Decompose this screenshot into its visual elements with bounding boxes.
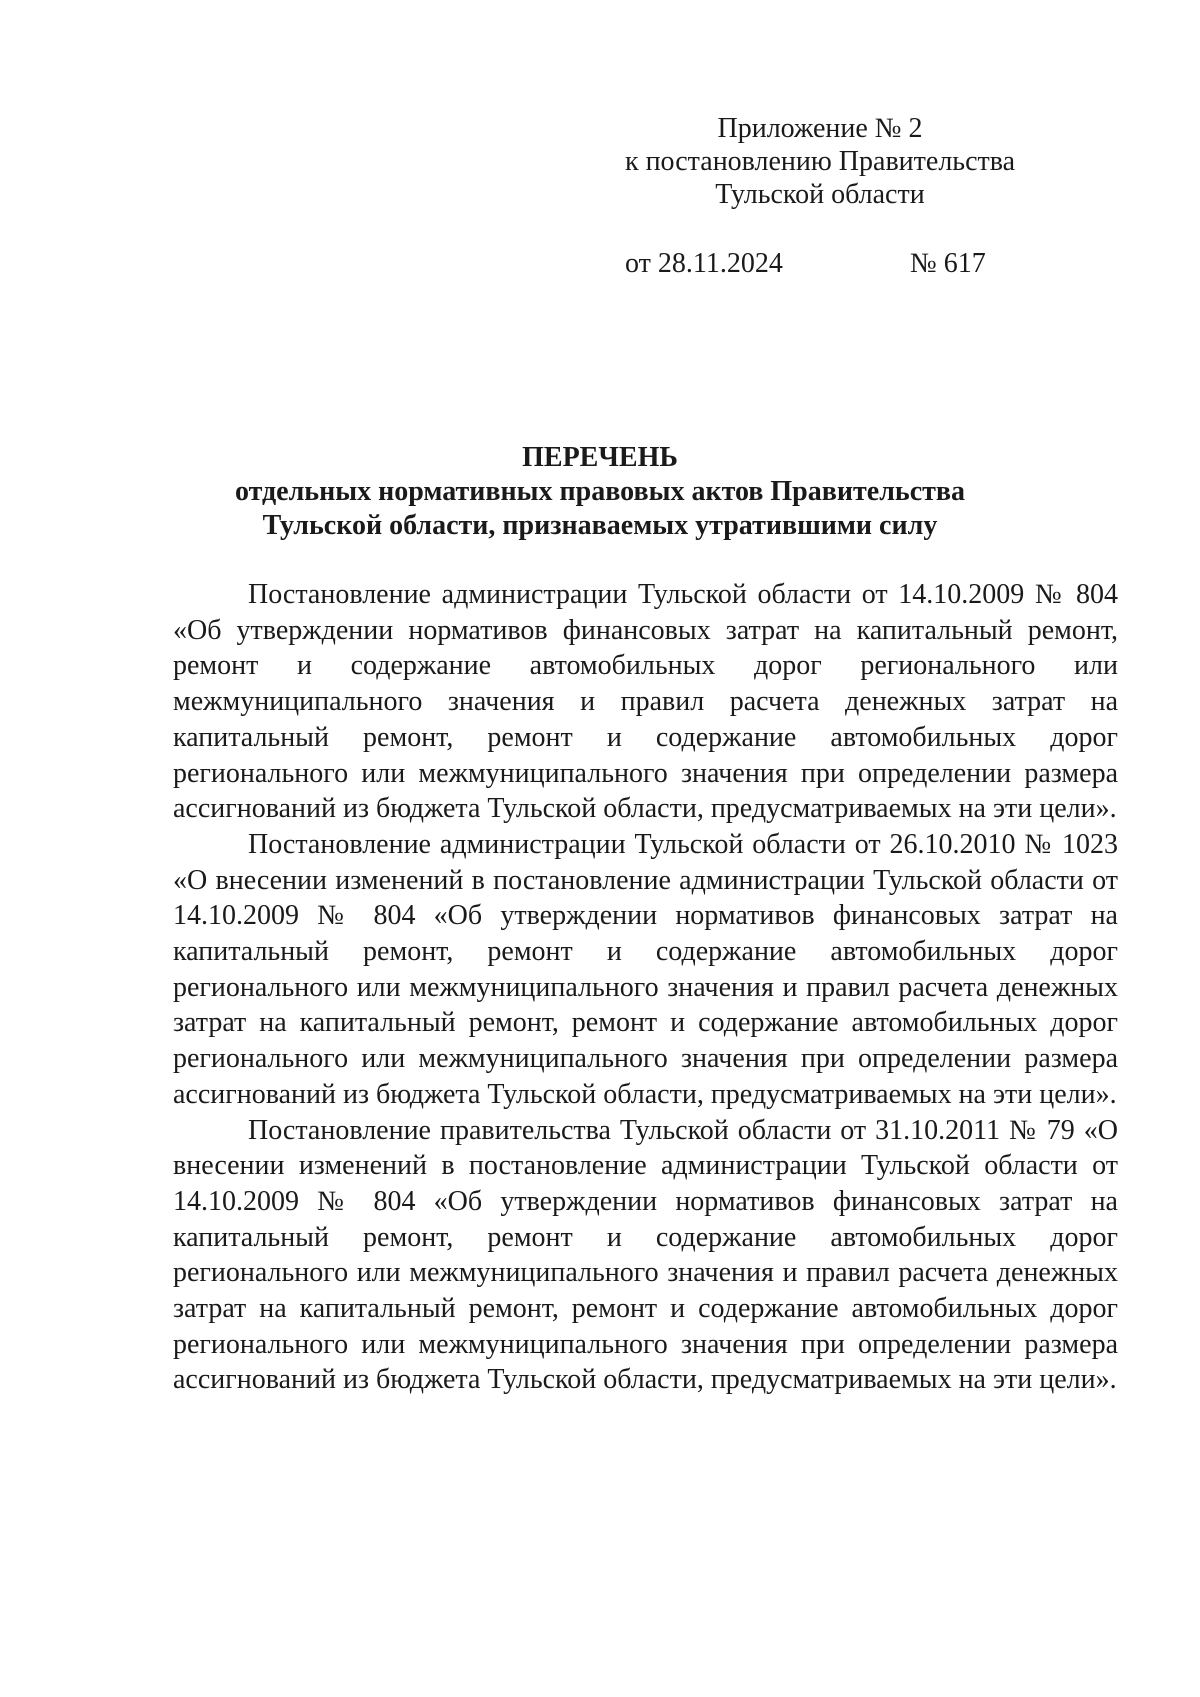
- document-title: [160, 441, 1040, 543]
- paragraph-1: Постановление администрации Тульской области от 14.10.2009 № 804 «Об утверждении нормативов финансовых затрат на капитальный ремонт, ремонт и содержание автомобильных дорог регионального или межмуниципального значения и правил расчета денежных затрат на капитальный ремонт, ремонт и содержание автомобильных дорог регионального или межмуниципального значения при определении размера ассигнований из бюджета Тульской области, предусматриваемых на эти цели».: [173, 579, 1118, 825]
- title-subtitle-line2: Тульской области, признаваемых утратившими силу: [262, 510, 938, 541]
- appendix-header: [600, 112, 1040, 211]
- paragraph-2: Постановление администрации Тульской области от 26.10.2010 № 1023 «О внесении изменений в постановление администрации Тульской области от 14.10.2009 № 804 «Об утверждении нормативов финансовых затрат на капитальный ремонт, ремонт и содержание автомобильных дорог регионального или межмуниципального значения и правил расчета денежных затрат на капитальный ремонт, ремонт и содержание автомобильных дорог регионального или межмуниципального значения при определении размера ассигнований из бюджета Тульской области, предусматриваемых на эти цели».: [173, 828, 1118, 1110]
- title-subtitle-line1: отдельных нормативных правовых актов Правительства: [234, 476, 966, 507]
- decree-date: от 28.11.2024: [625, 248, 783, 279]
- decree-number: № 617: [910, 248, 986, 279]
- document-body: [173, 577, 1118, 1398]
- paragraph-3: Постановление правительства Тульской области от 31.10.2011 № 79 «О внесении изменений в постановление администрации Тульской области от 14.10.2009 № 804 «Об утверждении нормативов финансовых затрат на капитальный ремонт, ремонт и содержание автомобильных дорог регионального или межмуниципального значения и правил расчета денежных затрат на капитальный ремонт, ремонт и содержание автомобильных дорог регионального или межмуниципального значения при определении размера ассигнований из бюджета Тульской области, предусматриваемых на эти цели».: [173, 1114, 1118, 1396]
- appendix-region: Тульской области: [715, 179, 925, 210]
- title-main: ПЕРЕЧЕНЬ: [522, 442, 678, 473]
- appendix-number: Приложение № 2: [717, 113, 923, 144]
- appendix-reference: к постановлению Правительства: [624, 146, 1016, 177]
